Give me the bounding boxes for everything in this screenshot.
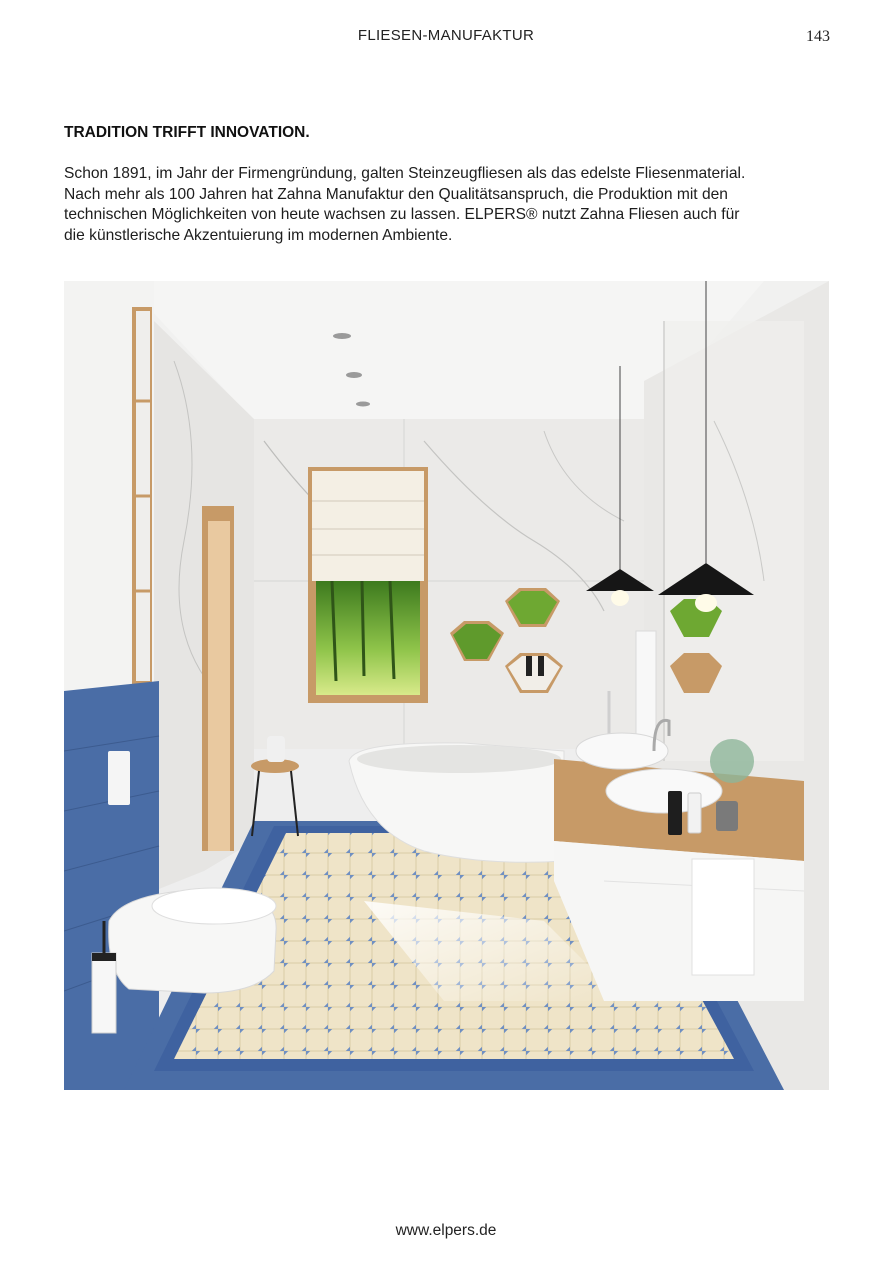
bathroom-photo (64, 281, 829, 1090)
section-heading: TRADITION TRIFFT INNOVATION. (64, 124, 310, 141)
page-header (0, 27, 892, 47)
paragraph-line: die künstlerische Akzentuierung im modernen Ambiente. (64, 226, 453, 244)
intro-paragraph (64, 164, 824, 246)
footer-url: www.elpers.de (395, 1222, 497, 1239)
paragraph-line: Nach mehr als 100 Jahren hat Zahna Manufaktur den Qualitätsanspruch, die Produktion mit den (64, 185, 728, 203)
paragraph-line: Schon 1891, im Jahr der Firmengründung, galten Steinzeugfliesen als das edelste Fliesenmaterial. (64, 165, 746, 182)
page-number: 143 (806, 28, 830, 45)
paragraph-line: technischen Möglichkeiten von heute wachsen zu lassen. ELPERS® nutzt Zahna Fliesen auch für (64, 206, 740, 223)
running-title: FLIESEN-MANUFAKTUR (357, 27, 535, 44)
